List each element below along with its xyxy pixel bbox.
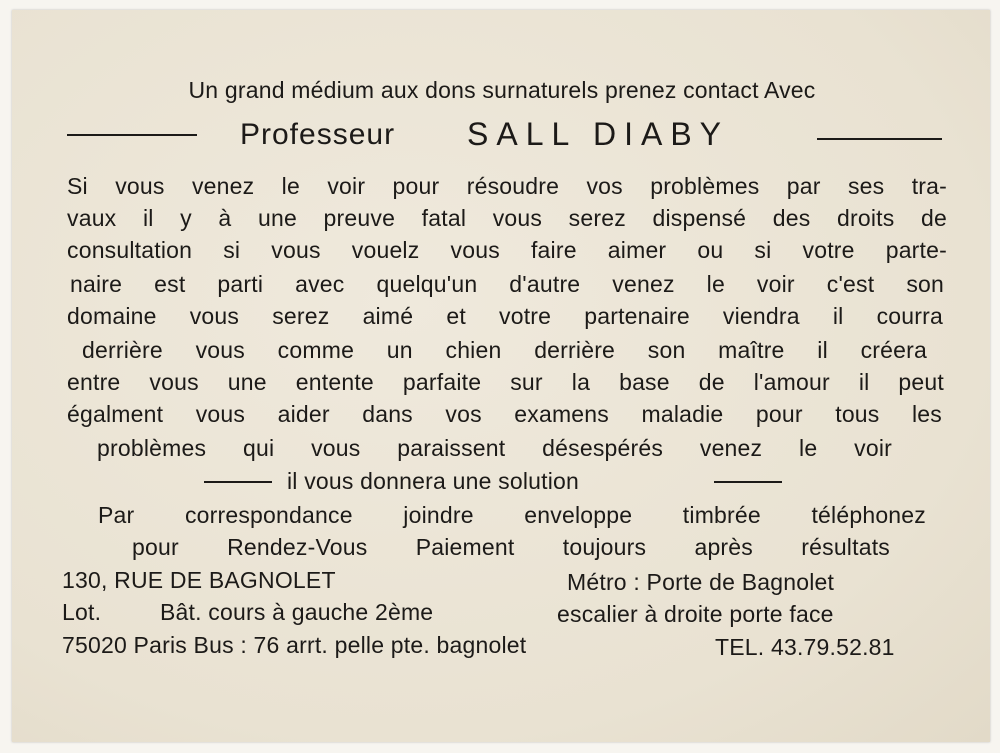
- lot: Lot.: [62, 599, 102, 625]
- tagline: Un grand médium aux dons surnaturels prenez contact Avec: [188, 77, 816, 103]
- city-bus: 75020 Paris Bus : 76 arrt. pelle pte. bagnolet: [62, 632, 527, 658]
- solution-line: il vous donnera une solution: [287, 468, 580, 494]
- body-line: égalment vous aider dans vos examens maladie pour tous les: [67, 401, 942, 427]
- street-address: 130, RUE DE BAGNOLET: [62, 567, 336, 593]
- body-line: naire est parti avec quelqu'un d'autre venez le voir c'est son: [70, 271, 944, 297]
- body-line: problèmes qui vous paraissent désespérés venez le voir: [97, 435, 892, 461]
- body-line: consultation si vous vouelz vous faire aimer ou si votre parte-: [67, 237, 947, 263]
- correspondence-line: pour Rendez-Vous Paiement toujours après résultats: [132, 534, 890, 560]
- business-card: [12, 10, 990, 742]
- left-rule: [204, 481, 272, 483]
- stairs: escalier à droite porte face: [557, 601, 834, 627]
- body-line: vaux il y à une preuve fatal vous serez dispensé des droits de: [67, 205, 947, 231]
- body-line: entre vous une entente parfaite sur la base de l'amour il peut: [67, 369, 944, 395]
- right-rule: [817, 138, 942, 140]
- telephone: TEL. 43.79.52.81: [715, 634, 895, 660]
- body-line: derrière vous comme un chien derrière son maître il créera: [82, 337, 927, 363]
- title: Professeur: [240, 118, 396, 151]
- right-rule: [714, 481, 782, 483]
- body-line: domaine vous serez aimé et votre partenaire viendra il courra: [67, 303, 943, 329]
- metro: Métro : Porte de Bagnolet: [567, 569, 835, 595]
- left-rule: [67, 134, 197, 136]
- body-line: Si vous venez le voir pour résoudre vos problèmes par ses tra-: [67, 173, 947, 199]
- building: Bât. cours à gauche 2ème: [160, 599, 434, 625]
- professor-name: SALL DIABY: [467, 116, 730, 152]
- correspondence-line: Par correspondance joindre enveloppe timbrée téléphonez: [98, 502, 926, 528]
